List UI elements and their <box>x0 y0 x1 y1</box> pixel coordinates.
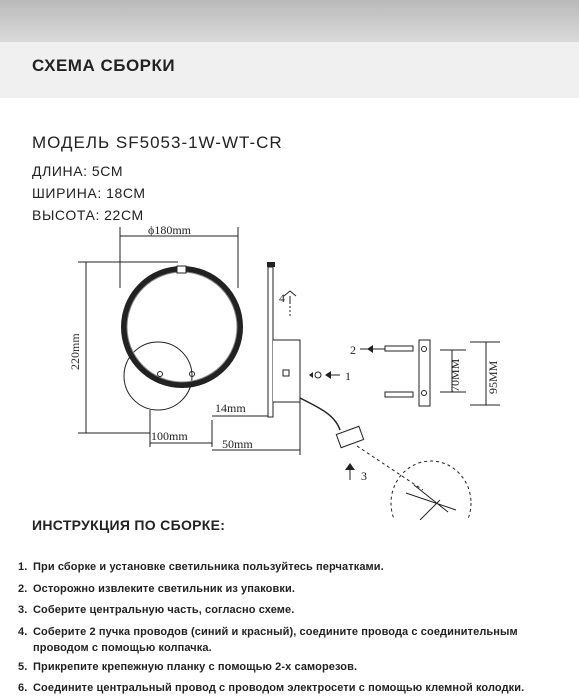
ring-clip <box>177 266 186 273</box>
step-text: Прикрепите крепежную планку с помощью 2-х саморезов. <box>33 661 358 673</box>
instructions-title: ИНСТРУКЦИЯ ПО СБОРКЕ: <box>32 517 226 533</box>
step-text: Соберите центральную часть, согласно схеме. <box>33 604 295 616</box>
step-5 <box>18 661 357 673</box>
step-text-continued: проводом с помощью колпачка. <box>33 642 212 654</box>
dim-diameter: ϕ180mm <box>148 223 191 237</box>
detail-link <box>357 446 423 490</box>
callout-4: 4 <box>279 291 285 305</box>
spec-length-label: ДЛИНА: <box>32 163 88 179</box>
step-4 <box>18 626 518 654</box>
side-ring-profile <box>268 267 273 417</box>
lamp-ring <box>124 269 240 385</box>
nut-1-ring <box>315 372 321 378</box>
spec-width-label: ШИРИНА: <box>32 185 102 201</box>
dowel-lower <box>385 392 413 397</box>
step-3 <box>18 604 294 616</box>
arrow-3 <box>345 463 355 470</box>
dim-height: 220mm <box>68 333 82 370</box>
side-cable <box>300 398 340 430</box>
step-number: 4. <box>18 626 28 638</box>
step-number: 3. <box>18 604 28 616</box>
step-number: 2. <box>18 583 28 595</box>
spec-width-value: 18СМ <box>106 185 146 201</box>
step-number: 6. <box>18 682 28 694</box>
step-number: 1. <box>18 561 28 573</box>
side-base-block <box>273 340 300 402</box>
dim-depth: 50mm <box>222 437 253 451</box>
step-2 <box>18 583 295 595</box>
dim-70: 70MM <box>448 358 462 392</box>
spec-height-label: ВЫСОТА: <box>32 207 100 223</box>
spec-width <box>32 185 146 201</box>
step-1 <box>18 561 384 573</box>
detail-wires <box>406 485 456 520</box>
step-number: 5. <box>18 661 28 673</box>
arrow-4 <box>284 291 296 304</box>
mounting-plate <box>419 340 430 406</box>
nut-1 <box>309 372 313 378</box>
arrow-1 <box>325 371 331 379</box>
dim-95: 95MM <box>486 360 500 394</box>
spec-length <box>32 163 123 179</box>
step-text: Соедините центральный провод с проводом электросети с помощью клемной колодки. <box>33 682 525 694</box>
spec-length-value: 5СМ <box>91 163 124 179</box>
page-title: СХЕМА СБОРКИ <box>32 56 176 75</box>
dim-base: 100mm <box>151 429 188 443</box>
step-text: При сборке и установке светильника пользуйтесь перчатками. <box>33 561 384 573</box>
callout-3: 3 <box>361 469 367 483</box>
callout-2: 2 <box>350 343 356 357</box>
detail-circle <box>391 461 471 520</box>
callout-1: 1 <box>345 369 351 383</box>
screw-hole <box>158 372 163 377</box>
step-text: Соберите 2 пучка проводов (синий и красный), соедините провода с соединительным <box>33 626 518 638</box>
model-name: МОДЕЛЬ SF5053-1W-WT-CR <box>32 133 283 152</box>
dim-offset: 14mm <box>215 401 246 415</box>
spec-height-value: 22СМ <box>104 207 144 223</box>
assembly-drawing <box>0 215 579 520</box>
lamp-ring-inner <box>127 272 237 382</box>
step-text: Осторожно извлеките светильник из упаковки. <box>33 583 295 595</box>
side-top-cap <box>267 262 275 267</box>
dowel-upper <box>385 346 413 351</box>
step-6 <box>18 682 524 694</box>
header-bar <box>0 0 579 42</box>
